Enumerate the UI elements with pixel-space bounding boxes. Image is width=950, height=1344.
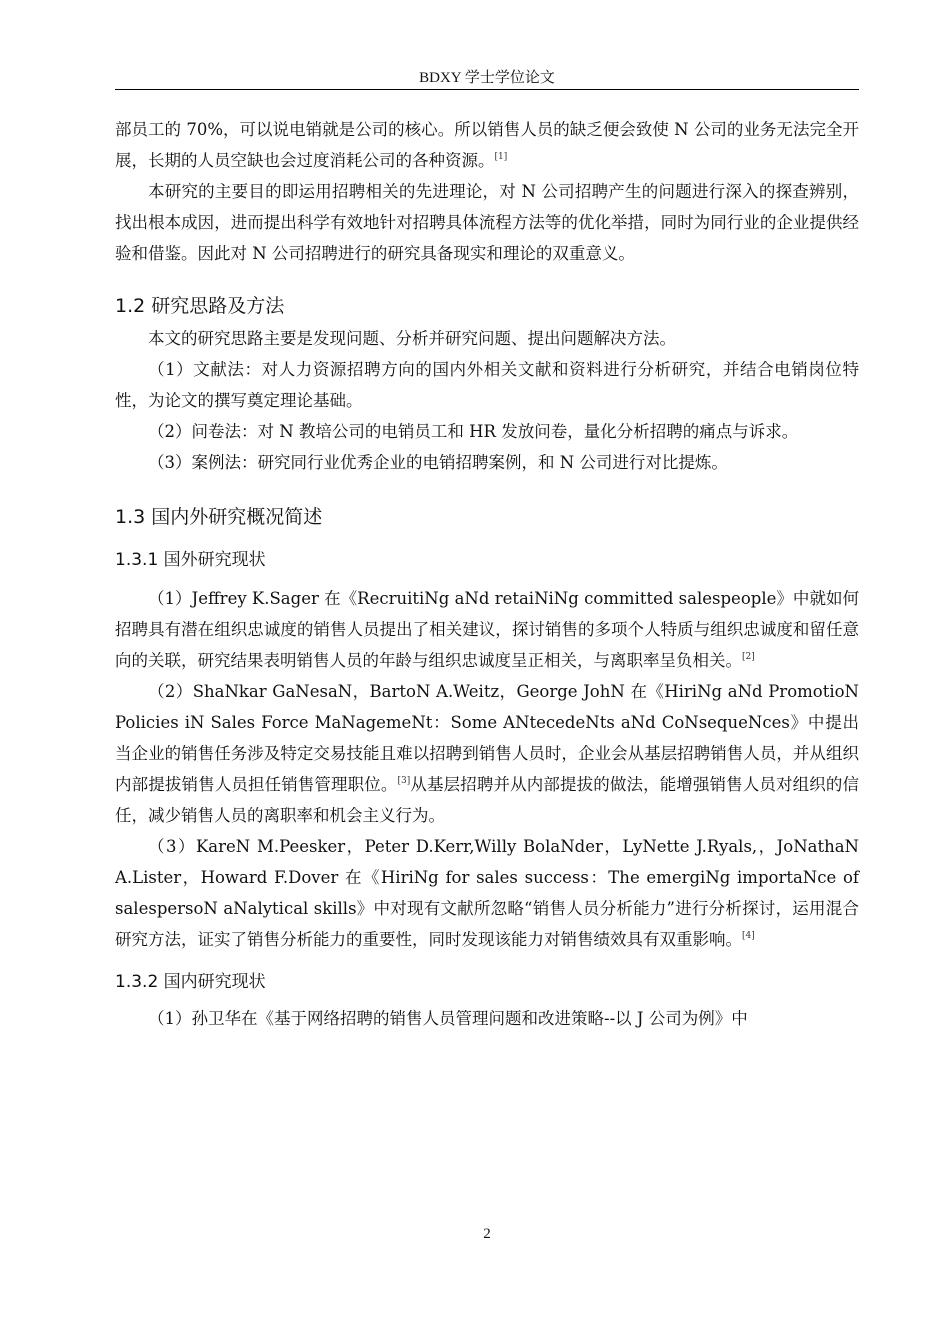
page-body [115,114,859,1034]
paragraph: （3）案例法：研究同行业优秀企业的电销招聘案例，和 N 公司进行对比提炼。 [148,453,728,472]
paragraph: 本研究的主要目的即运用招聘相关的先进理论，对 N 公司招聘产生的问题进行深入的探查辨别，找出根本成因，进而提出科学有效地针对招聘具体流程方法等的优化举措，同时为同行业的企业提供经验和借鉴。因此对 N 公司招聘进行的研究具备现实和理论的双重意义。 [115,182,859,263]
citation-ref: [2] [742,652,755,662]
paragraph: 本文的研究思路主要是发现问题、分析并研究问题、提出问题解决方法。 [148,329,676,348]
paragraph: （1）文献法：对人力资源招聘方向的国内外相关文献和资料进行分析研究，并结合电销岗位特性，为论文的撰写奠定理论基础。 [115,360,859,410]
header-divider [115,89,859,90]
citation-ref: [3] [397,776,411,786]
section-heading-1-3: 1.3 国内外研究概况简述 [115,506,323,528]
paragraph: 部员工的 70%，可以说电销就是公司的核心。所以销售人员的缺乏便会致使 N 公司的业务无法完全开展，长期的人员空缺也会过度消耗公司的各种资源。[1] [115,120,859,170]
citation-ref: [1] [494,152,508,162]
paragraph: （2）问卷法：对 N 教培公司的电销员工和 HR 发放问卷，量化分析招聘的痛点与诉求。 [148,422,799,441]
subsection-heading-1-3-1: 1.3.1 国外研究现状 [115,550,266,570]
paragraph: （1）Jeffrey K.Sager 在《RecruitiNg aNd retaiNiNg committed salespeople》中就如何招聘具有潜在组织忠诚度的销售人员提出了相关建议，探讨销售的多项个人特质与组织忠诚度和留任意向的关联，研究结果表明销售人员的年龄与组织忠诚度呈正相关，与离职率呈负相关。[2] [115,589,859,670]
paragraph: （3）KareN M.Peesker，Peter D.Kerr,Willy BolaNder，LyNette J.Ryals,，JoNathaN A.Lister，Howard F.Dover 在《HiriNg for sales success：The emergiNg importaNce of salespersoN aNalytical skills》中对现有文献所忽略“销售人员分析能力”进行分析探讨，运用混合研究方法，证实了销售分析能力的重要性，同时发现该能力对销售绩效具有双重影响。[4] [115,837,859,949]
paragraph: （2）ShaNkar GaNesaN，BartoN A.Weitz，George JohN 在《HiriNg aNd PromotioN Policies iN Sales Force MaNagemeNt：Some ANtecedeNts aNd CoNsequeNces》中提出当企业的销售任务涉及特定交易技能且难以招聘到销售人员时，企业会从基层招聘销售人员，并从组织内部提拔销售人员担任销售管理职位。[3]从基层招聘并从内部提拔的做法，能增强销售人员对组织的信任，减少销售人员的离职率和机会主义行为。 [115,682,860,825]
subsection-heading-1-3-2: 1.3.2 国内研究现状 [115,972,266,992]
citation-ref: [4] [742,931,755,941]
section-heading-1-2: 1.2 研究思路及方法 [115,295,285,317]
page-number: 2 [483,1226,491,1242]
paragraph: （1）孙卫华在《基于网络招聘的销售人员管理问题和改进策略--以 J 公司为例》中 [148,1009,748,1028]
running-header: BDXY 学士学位论文 [419,70,555,86]
